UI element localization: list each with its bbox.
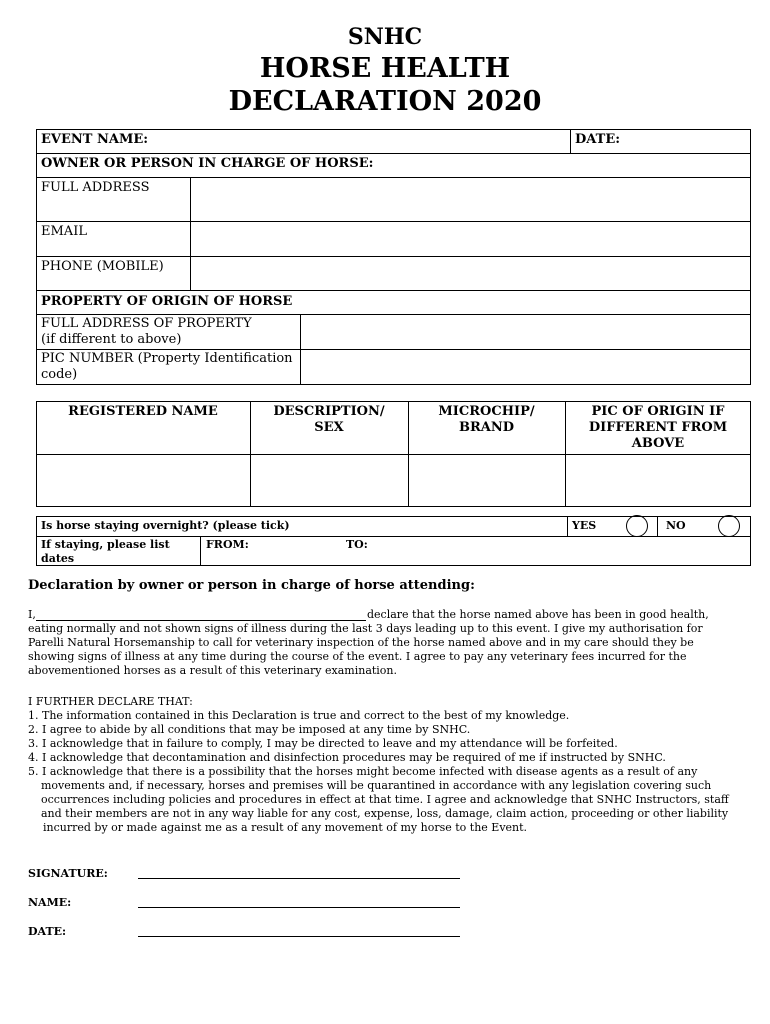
col-microchip-brand: MICROCHIP/ BRAND bbox=[438, 404, 535, 435]
dates-label: If staying, please list dates bbox=[41, 538, 170, 565]
to-date-field[interactable] bbox=[372, 537, 747, 564]
yes-checkbox[interactable] bbox=[626, 515, 648, 537]
overnight-question: Is horse staying overnight? (please tick) bbox=[41, 519, 290, 532]
declarant-name-line[interactable] bbox=[36, 620, 366, 621]
property-address-label: FULL ADDRESS OF PROPERTY (if different to above) bbox=[41, 316, 252, 347]
event-date-field[interactable] bbox=[625, 130, 745, 152]
declaration-item: 1. The information contained in this Declaration is true and correct to the best of my knowledge. bbox=[28, 709, 570, 722]
declaration-intro: I, declare that the horse named above has been in good health, eating normally and not shown signs of illness during the last 3 days leading up to this event. I give my authorisation for Parelli Natural Horsemanship to call for veterinary inspection of the horse named above and in my care should they be showing signs of illness at any time during the course of the event. I agree to pay any veterinary fees incurred for the abovementioned horses as a result of this veterinary examination. bbox=[28, 608, 709, 677]
form-title-line1: HORSE HEALTH bbox=[259, 53, 511, 84]
col-description-sex: DESCRIPTION/ SEX bbox=[273, 404, 385, 435]
event-name-field[interactable] bbox=[200, 130, 565, 152]
owner-heading: OWNER OR PERSON IN CHARGE OF HORSE: bbox=[41, 156, 374, 171]
date-label: DATE: bbox=[28, 925, 67, 938]
registered-name-field[interactable] bbox=[38, 456, 248, 505]
event-date-label: DATE: bbox=[575, 132, 621, 147]
declaration-item: 4. I acknowledge that decontamination and disinfection procedures may be required of me if instructed by SNHC. bbox=[28, 751, 666, 764]
property-address-field[interactable] bbox=[302, 315, 747, 348]
name-line[interactable] bbox=[138, 907, 460, 908]
declaration-item: 5. I acknowledge that there is a possibility that the horses might become infected with disease agents as a result of any bbox=[28, 765, 698, 778]
property-heading: PROPERTY OF ORIGIN OF HORSE bbox=[41, 294, 293, 309]
declaration-item: 2. I agree to abide by all conditions that may be imposed at any time by SNHC. bbox=[28, 723, 471, 736]
owner-name-field[interactable] bbox=[360, 154, 745, 176]
email-label: EMAIL bbox=[41, 224, 87, 239]
microchip-brand-field[interactable] bbox=[410, 456, 563, 505]
full-address-label: FULL ADDRESS bbox=[41, 180, 150, 195]
description-sex-field[interactable] bbox=[252, 456, 406, 505]
further-declarations: I FURTHER DECLARE THAT: 1. The information contained in this Declaration is true and correct to the best of my knowledge. 2. I agree to abide by all conditions that may be imposed at any time by SNHC. 3. I acknowledge that in failure to comply, I may be directed to leave and my attendance will be forfeited. 4. I acknowledge that decontamination and disinfection procedures may be required of me if instructed by SNHC. 5. I acknowledge that there is a possibility that the horses might become infected with disease agents as a result of any movements and, if necessary, horses and premises will be quarantined in accordance with any legislation covering such occurrences including policies and procedures in effect at that time. I agree and acknowledge that SNHC Instructors, staff and their members are not in any way liable for any cost, expense, loss, damage, claim action, proceeding or other liability incurred by or made against me as a result of any movement of my horse to the Event. bbox=[28, 695, 748, 835]
no-checkbox[interactable] bbox=[718, 515, 740, 537]
event-name-label: EVENT NAME: bbox=[41, 132, 149, 147]
declaration-item: 3. I acknowledge that in failure to comply, I may be directed to leave and my attendance will be forfeited. bbox=[28, 737, 618, 750]
name-label: NAME: bbox=[28, 896, 72, 909]
email-field[interactable] bbox=[192, 222, 747, 255]
phone-field[interactable] bbox=[192, 257, 747, 289]
full-address-field[interactable] bbox=[192, 178, 747, 220]
declaration-heading: Declaration by owner or person in charge of horse attending: bbox=[28, 578, 475, 593]
from-date-field[interactable] bbox=[252, 537, 342, 564]
signature-line[interactable] bbox=[138, 878, 460, 879]
col-registered-name: REGISTERED NAME bbox=[68, 404, 218, 419]
col-pic-origin: PIC OF ORIGIN IF DIFFERENT FROM ABOVE bbox=[588, 404, 728, 451]
phone-label: PHONE (MOBILE) bbox=[41, 259, 164, 274]
pic-number-label: PIC NUMBER (Property Identification code) bbox=[41, 351, 293, 382]
signature-label: SIGNATURE: bbox=[28, 867, 108, 880]
yes-label: YES bbox=[572, 519, 597, 532]
no-label: NO bbox=[666, 519, 686, 532]
from-label: FROM: bbox=[206, 538, 249, 551]
pic-origin-field[interactable] bbox=[567, 456, 749, 505]
to-label: TO: bbox=[346, 538, 368, 551]
date-line[interactable] bbox=[138, 936, 460, 937]
pic-number-field[interactable] bbox=[302, 350, 747, 384]
org-title: SNHC bbox=[347, 24, 423, 50]
form-title-line2: DECLARATION 2020 bbox=[228, 86, 542, 117]
